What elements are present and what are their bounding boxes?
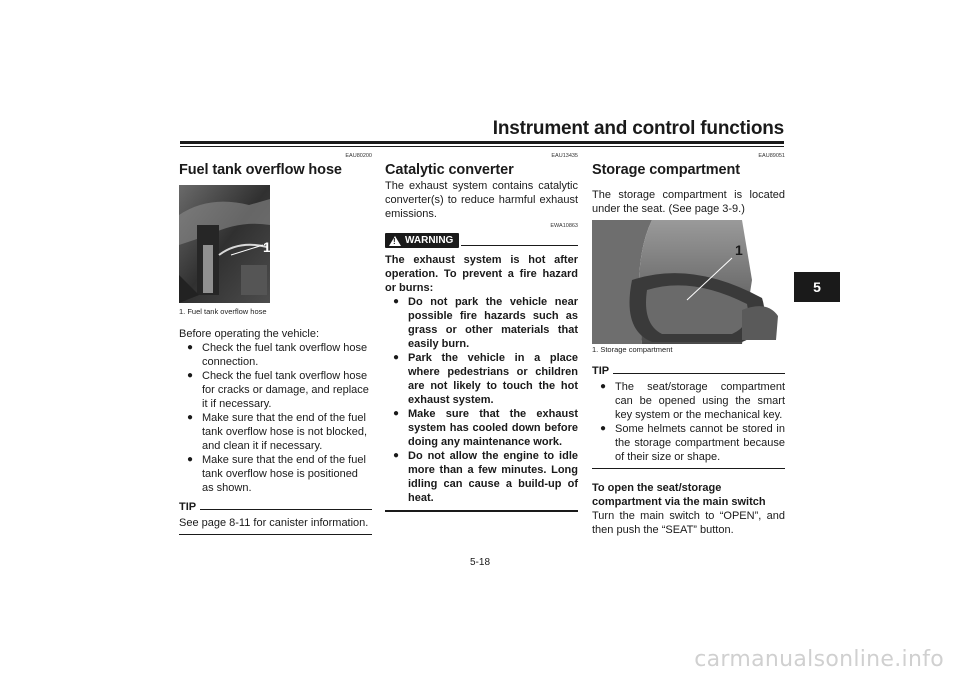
photo-callout-line bbox=[179, 185, 270, 303]
warning-rule bbox=[461, 245, 578, 246]
warning-bottom-rule bbox=[385, 510, 578, 512]
list-item: ● Do not park the vehicle near possible fire hazards such as grass or other materials that easily burn. bbox=[385, 295, 578, 351]
section-storage-compartment bbox=[592, 150, 785, 537]
section-body: The storage compartment is located under the seat. (See page 3-9.) bbox=[592, 189, 785, 215]
tip-box bbox=[179, 501, 372, 535]
warning-triangle-icon bbox=[389, 236, 401, 246]
list-item: ● Some helmets cannot be stored in the storage compartment because of their size or shape. bbox=[592, 422, 785, 464]
tip-rule bbox=[613, 373, 785, 374]
list-item: ● Make sure that the exhaust system has cooled down before doing any maintenance work. bbox=[385, 407, 578, 449]
page-header-title: Instrument and control functions bbox=[492, 118, 784, 139]
tip-header bbox=[592, 365, 785, 377]
tip-bottom-rule bbox=[592, 468, 785, 469]
section-title: Catalytic converter bbox=[385, 162, 514, 178]
photo-callout-number: 1 bbox=[263, 239, 271, 255]
tip-label: TIP bbox=[592, 365, 610, 377]
list-item: ● Make sure that the end of the fuel tank overflow hose is not blocked, and clean it if necessary. bbox=[179, 411, 372, 453]
warning-intro: The exhaust system is hot after operation. To prevent a fire hazard or burns: bbox=[385, 254, 578, 294]
list-item: ● Do not allow the engine to idle more than a few minutes. Long idling can cause a build-up of heat. bbox=[385, 449, 578, 505]
list-item: ● The seat/storage compartment can be opened using the smart key system or the mechanical key. bbox=[592, 380, 785, 422]
tip-box bbox=[592, 365, 785, 469]
list-item: ● Park the vehicle in a place where pedestrians or children are not likely to touch the hot exhaust system. bbox=[385, 351, 578, 407]
section-fuel-tank-overflow-hose bbox=[179, 150, 372, 535]
photo-caption: 1. Fuel tank overflow hose bbox=[179, 307, 267, 316]
tip-bottom-rule bbox=[179, 534, 372, 535]
fuel-hose-photo bbox=[179, 185, 270, 303]
section-code: EAU89051 bbox=[758, 153, 785, 159]
section-code: EAU13435 bbox=[551, 153, 578, 159]
list-item: ● Check the fuel tank overflow hose for cracks or damage, and replace it if necessary. bbox=[179, 369, 372, 411]
subsection-body: Turn the main switch to “OPEN”, and then push the “SEAT” button. bbox=[592, 510, 785, 536]
section-title: Fuel tank overflow hose bbox=[179, 162, 342, 178]
tip-list bbox=[592, 380, 785, 464]
warning-code: EWA10863 bbox=[550, 223, 578, 229]
watermark-text: carmanualsonline.info bbox=[694, 647, 944, 672]
tip-text: See page 8-11 for canister information. bbox=[179, 517, 369, 529]
header-rule-thin bbox=[180, 146, 784, 147]
header-rule bbox=[180, 141, 784, 144]
photo-callout-number: 1 bbox=[735, 242, 743, 258]
warning-label: WARNING bbox=[405, 235, 454, 246]
check-list bbox=[179, 341, 372, 495]
photo-caption: 1. Storage compartment bbox=[592, 345, 673, 354]
section-body: The exhaust system contains catalytic converter(s) to reduce harmful exhaust emissions. bbox=[385, 180, 578, 220]
tip-rule bbox=[200, 509, 372, 510]
page-number: 5-18 bbox=[469, 557, 490, 568]
list-item: ● Make sure that the end of the fuel tank overflow hose is positioned as shown. bbox=[179, 453, 372, 495]
tip-label: TIP bbox=[179, 501, 197, 513]
intro-text: Before operating the vehicle: bbox=[179, 328, 320, 340]
chapter-tab[interactable]: 5 bbox=[794, 272, 840, 302]
section-catalytic-converter bbox=[385, 150, 578, 512]
tip-header bbox=[179, 501, 372, 513]
section-title: Storage compartment bbox=[592, 162, 740, 178]
subsection-title: To open the seat/storage compartment via the main switch bbox=[592, 482, 766, 508]
storage-photo bbox=[592, 220, 784, 344]
warning-badge bbox=[385, 233, 459, 248]
warning-list bbox=[385, 295, 578, 505]
photo-callout-line bbox=[592, 220, 784, 344]
list-item: ● Check the fuel tank overflow hose connection. bbox=[179, 341, 372, 369]
warning-header bbox=[385, 233, 578, 248]
section-code: EAU80200 bbox=[345, 153, 372, 159]
